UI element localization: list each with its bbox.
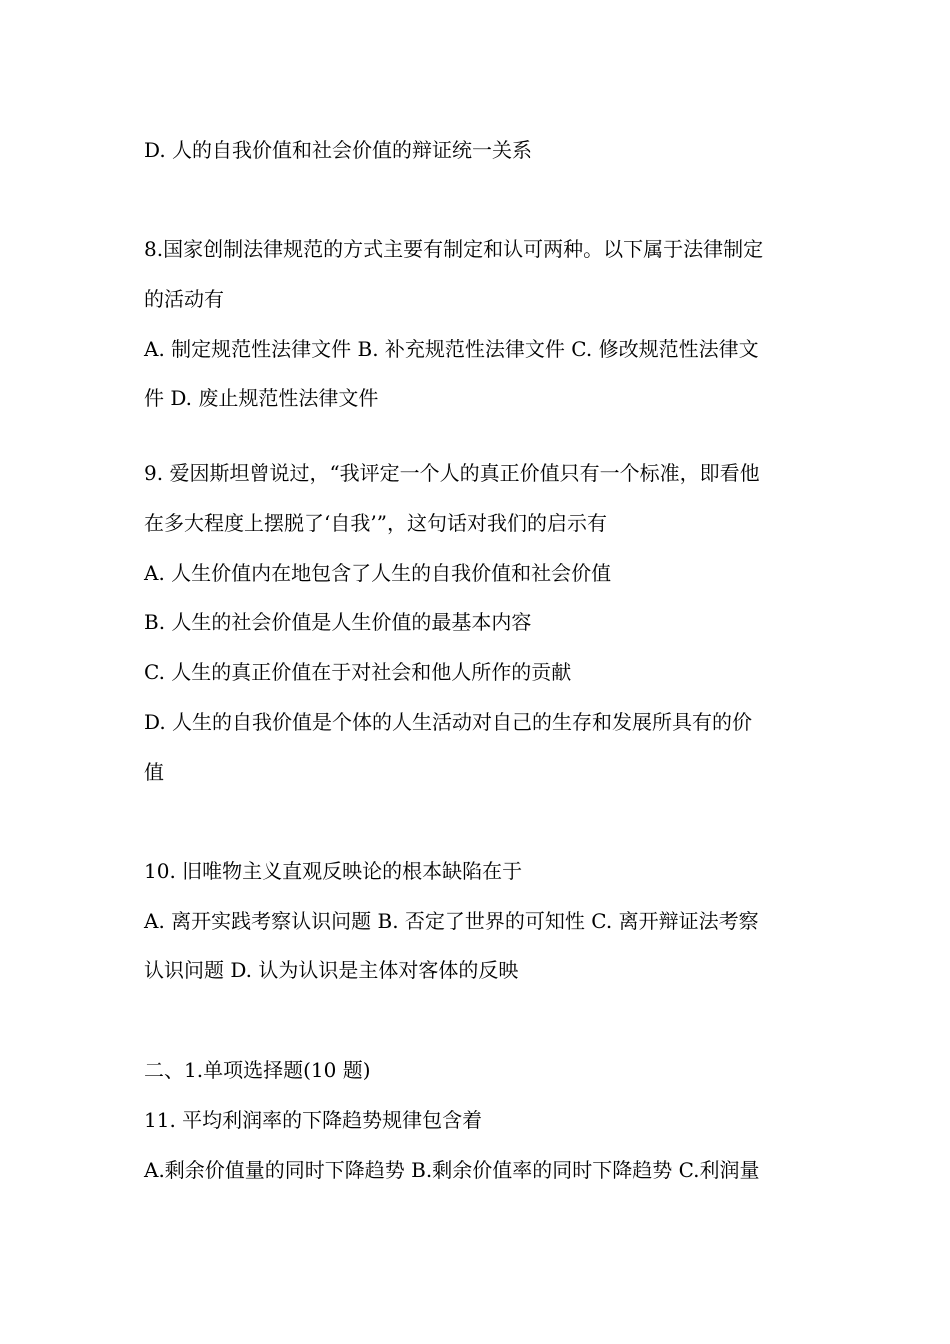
q9-option-b: B. 人生的社会价值是人生价值的最基本内容 (144, 610, 532, 634)
q9-option-d-line-1: D. 人生的自我价值是个体的人生活动对自己的生存和发展所具有的价 (144, 710, 753, 734)
q9-stem-line-1: 9. 爱因斯坦曾说过，“我评定一个人的真正价值只有一个标准，即看他 (144, 461, 760, 485)
q7-option-d: D. 人的自我价值和社会价值的辩证统一关系 (144, 138, 533, 162)
q9-stem-line-2: 在多大程度上摆脱了‘自我’”，这句话对我们的启示有 (144, 511, 607, 535)
section-heading: 二、1.单项选择题(10 题) (144, 1058, 371, 1082)
q9-option-a: A. 人生价值内在地包含了人生的自我价值和社会价值 (144, 561, 612, 585)
q10-options-line-1: A. 离开实践考察认识问题 B. 否定了世界的可知性 C. 离开辩证法考察 (144, 909, 759, 933)
q8-stem-line-2: 的活动有 (144, 287, 224, 311)
q8-options-line-1: A. 制定规范性法律文件 B. 补充规范性法律文件 C. 修改规范性法律文 (144, 337, 759, 361)
q9-option-c: C. 人生的真正价值在于对社会和他人所作的贡献 (144, 660, 572, 684)
q9-option-d-line-2: 值 (144, 760, 164, 784)
q11-stem: 11. 平均利润率的下降趋势规律包含着 (144, 1108, 483, 1132)
q11-options-line-1: A.剩余价值量的同时下降趋势 B.剩余价值率的同时下降趋势 C.利润量 (144, 1158, 760, 1182)
q8-options-line-2: 件 D. 废止规范性法律文件 (144, 386, 379, 410)
q10-options-line-2: 认识问题 D. 认为认识是主体对客体的反映 (144, 958, 519, 982)
q8-stem-line-1: 8.国家创制法律规范的方式主要有制定和认可两种。以下属于法律制定 (144, 237, 764, 261)
q10-stem: 10. 旧唯物主义直观反映论的根本缺陷在于 (144, 859, 523, 883)
